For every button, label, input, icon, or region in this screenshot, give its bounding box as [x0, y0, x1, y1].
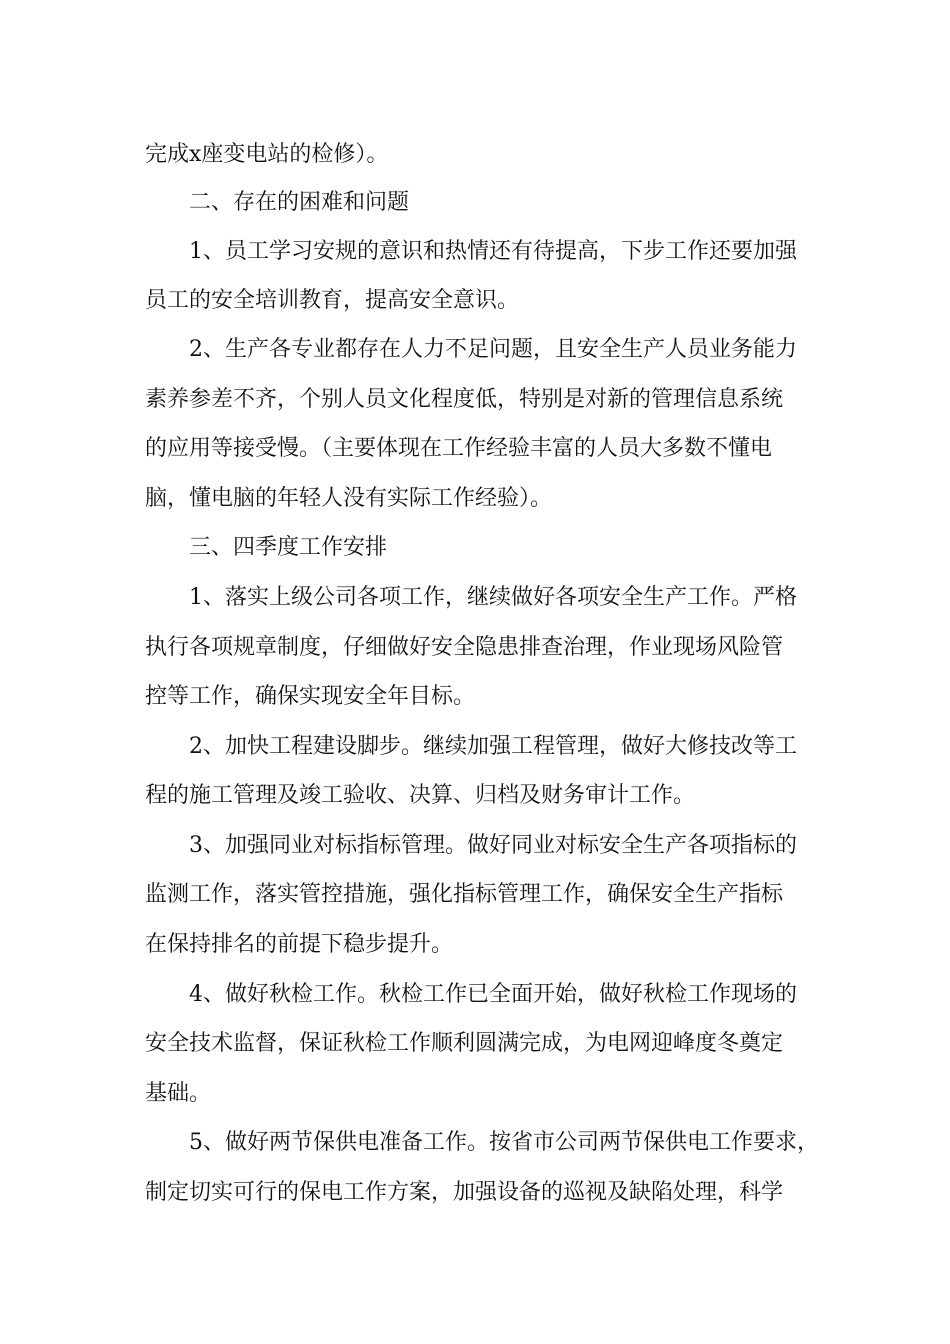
text-line: 执行各项规章制度，仔细做好安全隐患排查治理，作业现场风险管 [145, 635, 784, 660]
section-heading: 二、存在的困难和问题 [189, 190, 410, 215]
text-line: 脑，懂电脑的年轻人没有实际工作经验）。 [145, 486, 553, 511]
text-line: 控等工作，确保实现安全年目标。 [145, 684, 476, 709]
text-line: 5、做好两节保供电准备工作。按省市公司两节保供电工作要求， [189, 1130, 819, 1155]
text-line: 1、落实上级公司各项工作，继续做好各项安全生产工作。严格 [189, 585, 797, 610]
text-line: 程的施工管理及竣工验收、决算、归档及财务审计工作。 [145, 783, 696, 808]
text-line: 3、加强同业对标指标管理。做好同业对标安全生产各项指标的 [189, 833, 797, 858]
text-line: 在保持排名的前提下稳步提升。 [145, 932, 454, 957]
text-line: 制定切实可行的保电工作方案，加强设备的巡视及缺陷处理，科学 [145, 1180, 784, 1205]
text-line: 2、加快工程建设脚步。继续加强工程管理，做好大修技改等工 [189, 734, 797, 759]
text-line: 的应用等接受慢。（主要体现在工作经验丰富的人员大多数不懂电 [145, 436, 773, 461]
text-line: 安全技术监督，保证秋检工作顺利圆满完成，为电网迎峰度冬奠定 [145, 1031, 784, 1056]
text-line: 完成x座变电站的检修）。 [145, 142, 389, 167]
text-line: 员工的安全培训教育，提高安全意识。 [145, 288, 520, 313]
section-heading: 三、四季度工作安排 [189, 535, 388, 560]
text-line: 监测工作，落实管控措施，强化指标管理工作，确保安全生产指标 [145, 882, 784, 907]
text-line: 1、员工学习安规的意识和热情还有待提高，下步工作还要加强 [189, 239, 797, 264]
text-line: 4、做好秋检工作。秋检工作已全面开始，做好秋检工作现场的 [189, 982, 797, 1007]
text-line: 素养参差不齐，个别人员文化程度低，特别是对新的管理信息系统 [145, 387, 784, 412]
text-line: 基础。 [145, 1081, 212, 1106]
text-line: 2、生产各专业都存在人力不足问题，且安全生产人员业务能力 [189, 337, 797, 362]
